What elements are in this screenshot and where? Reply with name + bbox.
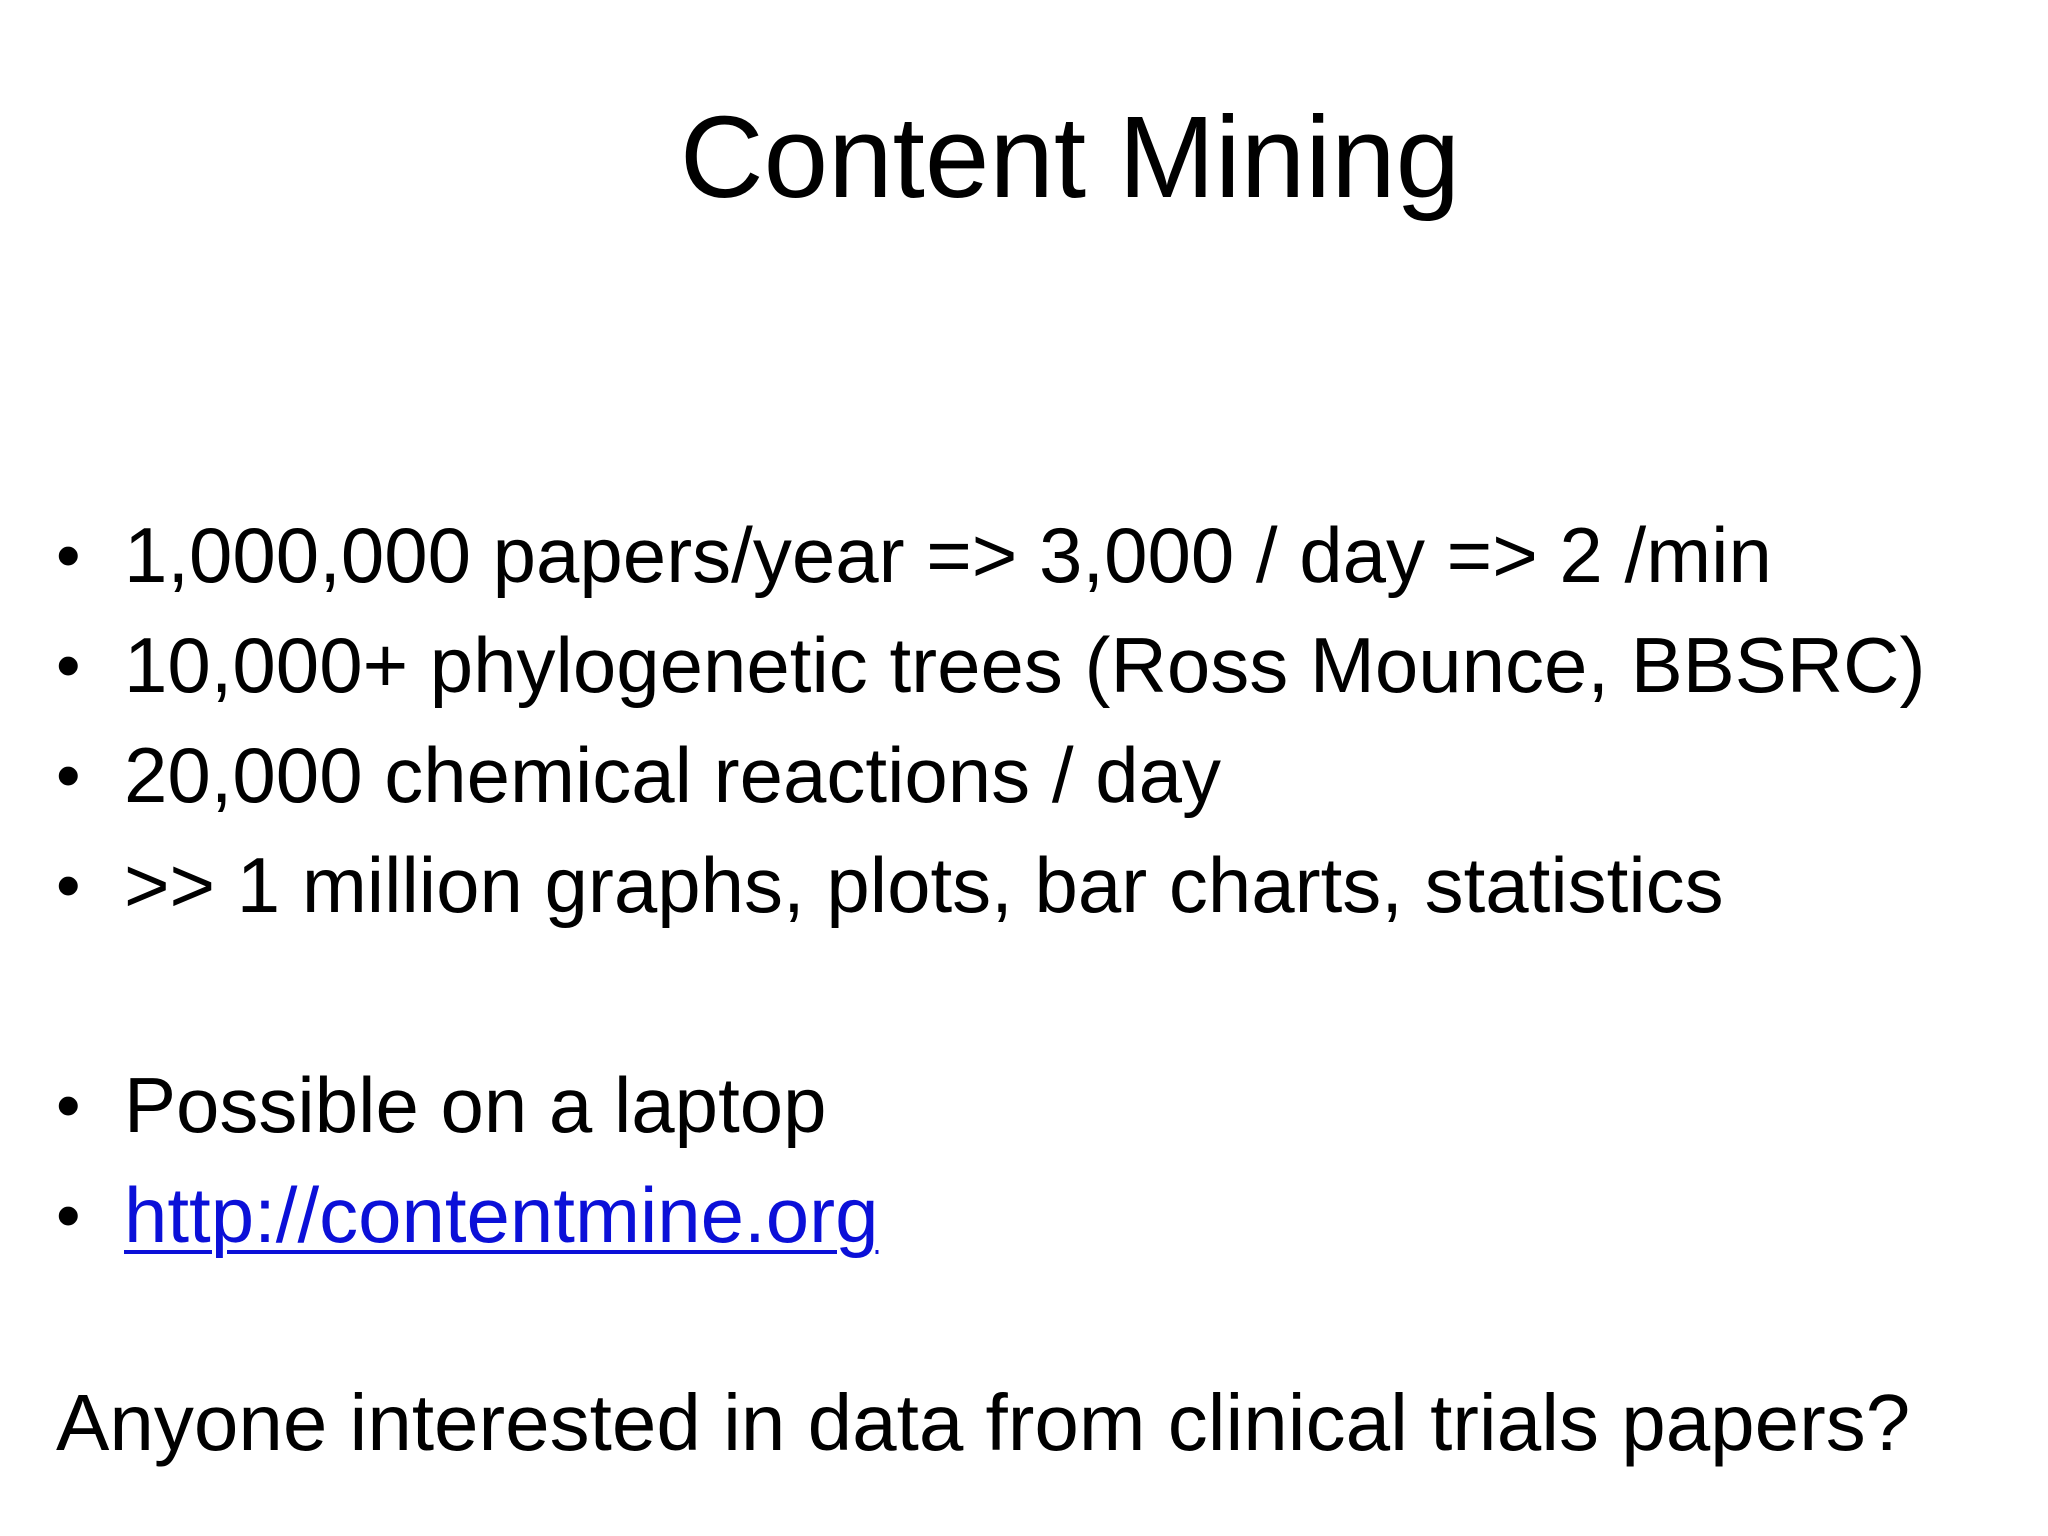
bullet-text: 20,000 chemical reactions / day: [124, 731, 1221, 819]
bullet-marker: •: [56, 846, 81, 924]
bullet-item-contentmine-link: [56, 1160, 1925, 1270]
bullet-item-graphs-plots: [56, 830, 1925, 940]
contentmine-link[interactable]: http://contentmine.org: [124, 1171, 879, 1259]
bullet-list: [56, 500, 1925, 1270]
bullet-text: >> 1 million graphs, plots, bar charts, statistics: [124, 841, 1724, 929]
bullet-item-chemical-reactions: [56, 720, 1925, 830]
slide-title: Content Mining: [679, 92, 1461, 222]
bullet-text: Possible on a laptop: [124, 1061, 827, 1149]
closing-question: Anyone interested in data from clinical trials papers?: [56, 1378, 1911, 1467]
bullet-item-possible-on-laptop: [56, 1050, 1925, 1160]
bullet-text: 1,000,000 papers/year => 3,000 / day => 2 /min: [124, 511, 1772, 599]
bullet-marker: •: [56, 736, 81, 814]
bullet-item-papers-per-year: [56, 500, 1925, 610]
bullet-marker: •: [56, 626, 81, 704]
bullet-marker: •: [56, 1066, 81, 1144]
bullet-item-phylogenetic-trees: [56, 610, 1925, 720]
bullet-marker: •: [56, 1176, 81, 1254]
bullet-marker: •: [56, 516, 81, 594]
bullet-text: 10,000+ phylogenetic trees (Ross Mounce, BBSRC): [124, 621, 1926, 709]
